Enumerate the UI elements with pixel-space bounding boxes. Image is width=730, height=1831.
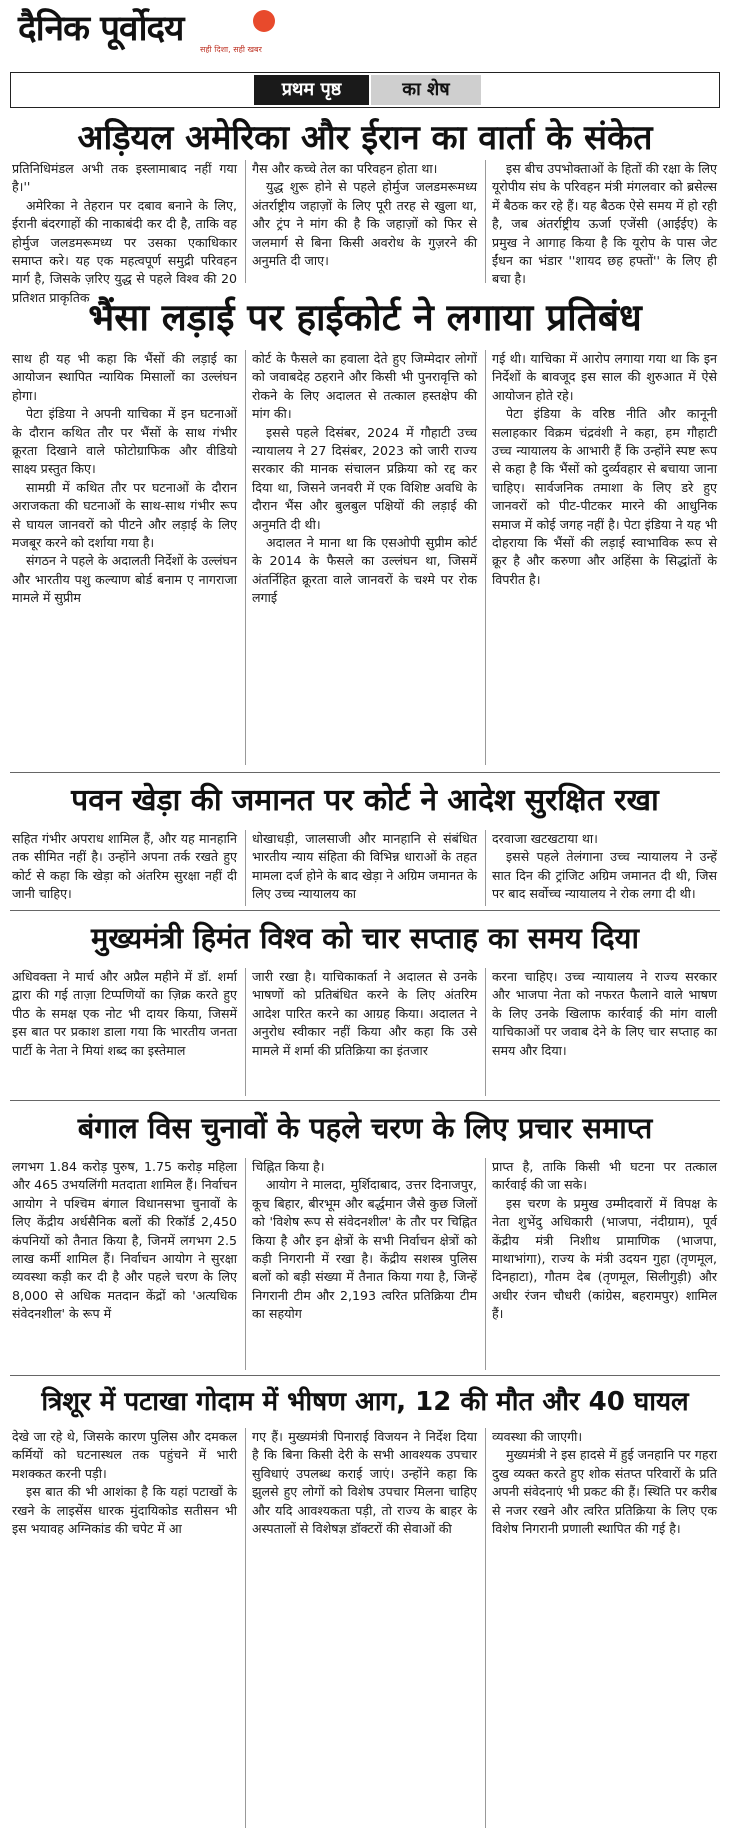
section-suffix: का शेष (371, 75, 481, 105)
headline-1: अड़ियल अमेरिका और ईरान का वार्ता के संकेत (77, 118, 653, 158)
paragraph: देखे जा रहे थे, जिसके कारण पुलिस और दमकल कर्मियों को घटनास्थल तक पहुंचने में भारी मशक्कत करनी पड़ी। (12, 1429, 237, 1481)
paragraph: अधिवक्ता ने मार्च और अप्रैल महीने में डॉ. शर्मा द्वारा की गई ताज़ा टिप्पणियों का ज़िक्र करते हुए पीठ के समक्ष एक नोट भी दायर किया, जिसमें इस बात पर प्रकाश डाला गया कि भारतीय जनता पार्टी के नेता ने मियां शब्द का इस्तेमाल (12, 969, 237, 1058)
article-1-col-2 (252, 160, 477, 283)
column-rule (245, 830, 246, 906)
article-divider (10, 1375, 720, 1376)
paragraph: व्यवस्था की जाएगी। (492, 1429, 583, 1444)
column-rule (245, 968, 246, 1096)
article-3-col-2 (252, 830, 477, 906)
column-rule (485, 350, 486, 765)
article-4-col-1 (12, 968, 237, 1096)
article-5-col-2 (252, 1158, 477, 1370)
paragraph: पेटा इंडिया ने अपनी याचिका में इन घटनाओं के दौरान कथित तौर पर भैंसों के साथ गंभीर क्रूरता दिखाने वाले फोटोग्राफिक और वीडियो साक्ष्य प्रस्तुत किए। (12, 406, 237, 477)
article-3-col-1 (12, 830, 237, 906)
article-4-col-3 (492, 968, 717, 1096)
article-5-col-3 (492, 1158, 717, 1370)
paragraph: अमेरिका ने तेहरान पर दबाव बनाने के लिए, ईरानी बंदरगाहों की नाकाबंदी कर दी है, ताकि वह होर्मुज जलडमरूमध्य पर उसका एकाधिकार समाप्त करे। यह एक महत्वपूर्ण समुद्री परिवहन मार्ग है, जिसके ज़रिए युद्ध से पहले विश्व की 20 प्रतिशत प्राकृतिक (12, 197, 237, 305)
column-rule (485, 830, 486, 906)
article-divider (10, 772, 720, 773)
paper-name: दैनिक पूर्वोदय (18, 9, 184, 49)
column-rule (245, 1158, 246, 1370)
paragraph: गई थी। याचिका में आरोप लगाया गया था कि इन निर्देशों के बावजूद इस साल की शुरुआत में ऐसे आयोजन होते रहे। (492, 351, 717, 403)
column-rule (245, 160, 246, 283)
paragraph: आयोग ने मालदा, मुर्शिदाबाद, उत्तर दिनाजपुर, कूच बिहार, बीरभूम और बर्द्धमान जैसे कुछ जिलों को 'विशेष रूप से संवेदनशील' के तौर पर चिह्नित किया है और इन क्षेत्रों के सभी निर्वाचन क्षेत्रों को कड़ी निगरानी में रखा है। केंद्रीय सशस्त्र पुलिस बलों को बड़ी संख्या में तैनात किया गया है, जिन्हें निगरानी टीम और 2,193 त्वरित प्रतिक्रिया टीम का सहयोग (252, 1177, 477, 1322)
headline-2: भैंसा लड़ाई पर हाईकोर्ट ने लगाया प्रतिबंध (88, 296, 642, 339)
paragraph: मुख्यमंत्री ने इस हादसे में हुई जनहानि पर गहरा दुख व्यक्त करते हुए शोक संतप्त परिवारों के प्रति अपनी संवेदनाएं भी प्रकट की हैं। स्थिति पर करीब से नजर रखने और त्वरित प्रतिक्रिया के लिए एक विशेष निगरानी प्रणाली स्थापित की गई है। (492, 1447, 717, 1537)
paragraph: चिह्नित किया है। (252, 1159, 325, 1174)
column-rule (245, 350, 246, 765)
article-1-col-3 (492, 160, 717, 287)
paragraph: इस चरण के प्रमुख उम्मीदवारों में विपक्ष के नेता शुभेंदु अधिकारी (भाजपा, नंदीग्राम), पूर्व केंद्रीय मंत्री निशीथ प्रामाणिक (भाजपा, माथाभांगा), राज्य के मंत्री उदयन गुहा (तृणमूल, दिनहाटा), गौतम देब (तृणमूल, सिलीगुड़ी) और अधीर रंजन चौधरी (कांग्रेस, बहरामपुर) शामिल हैं। (492, 1195, 717, 1322)
article-6-col-2 (252, 1428, 477, 1828)
article-2-col-1 (12, 350, 237, 765)
column-rule (245, 1428, 246, 1828)
column-rule (485, 968, 486, 1096)
paragraph: इससे पहले दिसंबर, 2024 में गौहाटी उच्च न्यायालय ने 27 दिसंबर, 2023 को जारी राज्य सरकार की मानक संचालन प्रक्रिया को रद्द कर दिया था, जिसने जनवरी में एक विशिष्ट अवधि के दौरान भैंस और बुलबुल पक्षियों की लड़ाई की अनुमति दी थी। (252, 424, 477, 532)
paragraph: जारी रखा है। याचिकाकर्ता ने अदालत से उनके भाषणों को प्रतिबंधित करने के लिए अंतरिम आदेश पारित करने का आग्रह किया। अदालत ने अनुरोध स्वीकार नहीं किया और कहा कि उसे मामले में शर्मा की प्रतिक्रिया का इंतजार (252, 969, 477, 1058)
paragraph: संगठन ने पहले के अदालती निर्देशों के उल्लंघन और भारतीय पशु कल्याण बोर्ड बनाम ए नागराजा मामले में सुप्रीम (12, 553, 237, 606)
paragraph: प्रतिनिधिमंडल अभी तक इस्लामाबाद नहीं गया है।'' (12, 161, 237, 195)
paper-tagline: सही दिशा, सही खबर (200, 45, 262, 54)
column-rule (485, 1158, 486, 1370)
article-divider (10, 910, 720, 911)
paragraph: गए हैं। मुख्यमंत्री पिनाराई विजयन ने निर्देश दिया है कि बिना किसी देरी के सभी आवश्यक उपचार सुविधाएं उपलब्ध कराई जाएं। उन्होंने कहा कि झुलसे हुए लोगों को विशेष उपचार मिलना चाहिए और यदि आवश्यकता पड़ी, तो राज्य के बाहर के अस्पतालों से विशेषज्ञ डॉक्टरों की सेवाओं की (252, 1429, 477, 1537)
article-divider (10, 1100, 720, 1101)
sun-logo-icon (253, 10, 275, 32)
paragraph: साथ ही यह भी कहा कि भैंसों की लड़ाई का आयोजन स्थापित न्यायिक मिसालों का उल्लंघन होगा। (12, 351, 237, 403)
article-2-col-3 (492, 350, 717, 765)
paragraph: युद्ध शुरू होने से पहले होर्मुज जलडमरूमध्य अंतर्राष्ट्रीय जहाज़ों के लिए पूरी तरह से खुला था, और ट्रंप ने मांग की है कि जहाज़ों को फिर से जलमार्ग से बिना किसी अवरोध के गुज़रने की अनुमति दी जाए। (252, 179, 477, 269)
paragraph: गैस और कच्चे तेल का परिवहन होता था। (252, 161, 438, 176)
article-3-col-3 (492, 830, 717, 906)
headline-6: त्रिशूर में पटाखा गोदाम में भीषण आग, 12 की मौत और 40 घायल (41, 1387, 689, 1417)
paragraph: पेटा इंडिया के वरिष्ठ नीति और कानूनी सलाहकार विक्रम चंद्रवंशी ने कहा, हम गौहाटी उच्च न्यायालय के आभारी हैं कि उन्होंने स्पष्ट रूप से कहा है कि भैंसों को दुर्व्यवहार से बचाया जाना चाहिए। सार्वजनिक तमाशा के लिए डरे हुए जानवरों को पीट-पीटकर मारने की आधुनिक समाज में कोई जगह नहीं है। पेटा इंडिया ने यह भी दोहराया कि भैंसों की लड़ाई स्वाभाविक रूप से क्रूर है और करुणा और अहिंसा के सिद्धांतों के विपरीत है। (492, 406, 717, 587)
paragraph: लगभग 1.84 करोड़ पुरुष, 1.75 करोड़ महिला और 465 उभयलिंगी मतदाता शामिल हैं। निर्वाचन आयोग ने पश्चिम बंगाल विधानसभा चुनावों के लिए केंद्रीय अर्धसैनिक बलों की रिकॉर्ड 2,450 कंपनियों को तैनात किया है, जिनमें लगभग 2.5 लाख कर्मी शामिल हैं। निर्वाचन आयोग ने सुरक्षा व्यवस्था कड़ी कर दी है और पहले चरण के लिए 8,000 से अधिक मतदान केंद्रों को 'अत्यधिक संवेदनशील' के रूप में (12, 1159, 237, 1322)
column-rule (485, 1428, 486, 1828)
paragraph: इस बात की भी आशंका है कि यहां पटाखों के रखने के लाइसेंस धारक मुंदायिकोड सतीसन भी इस भयावह अग्निकांड की चपेट में आ (12, 1484, 237, 1537)
paragraph: धोखाधड़ी, जालसाजी और मानहानि से संबंधित भारतीय न्याय संहिता की विभिन्न धाराओं के तहत मामला दर्ज होने के बाद खेड़ा ने अग्रिम जमानत के लिए उच्च न्यायालय का (252, 831, 477, 902)
column-rule (485, 160, 486, 283)
paragraph: प्राप्त है, ताकि किसी भी घटना पर तत्काल कार्रवाई की जा सके। (492, 1159, 717, 1193)
section-label: प्रथम पृष्ठ (254, 75, 369, 105)
article-6-col-3 (492, 1428, 717, 1828)
article-5-col-1 (12, 1158, 237, 1370)
article-6-col-1 (12, 1428, 237, 1828)
article-4-col-2 (252, 968, 477, 1096)
paragraph: कोर्ट के फैसले का हवाला देते हुए जिम्मेदार लोगों को जवाबदेह ठहराने और किसी भी पुनरावृत्ति को रोकने के लिए अदालत से तत्काल हस्तक्षेप की मांग की। (252, 351, 477, 422)
paragraph: दरवाजा खटखटाया था। (492, 831, 598, 846)
paragraph: सहित गंभीर अपराध शामिल हैं, और यह मानहानि तक सीमित नहीं है। उन्होंने अपना तर्क रखते हुए कोर्ट से कहा कि खेड़ा को अंतरिम सुरक्षा नहीं दी जानी चाहिए। (12, 831, 237, 902)
article-2-col-2 (252, 350, 477, 765)
masthead (0, 0, 730, 62)
headline-5: बंगाल विस चुनावों के पहले चरण के लिए प्रचार समाप्त (77, 1111, 653, 1145)
paragraph: इस बीच उपभोक्ताओं के हितों की रक्षा के लिए यूरोपीय संघ के परिवहन मंत्री मंगलवार को ब्रसेल्स में बैठक कर रहे हैं। यह बैठक ऐसे समय में हो रही है, जब अंतर्राष्ट्रीय ऊर्जा एजेंसी (आईईए) के प्रमुख ने आगाह किया है कि यूरोप के पास जेट ईंधन का भंडार ''शायद छह हफ्तों'' के लिए ही बचा है। (492, 161, 717, 287)
headline-3: पवन खेड़ा की जमानत पर कोर्ट ने आदेश सुरक्षित रखा (71, 783, 659, 818)
paragraph: अदालत ने माना था कि एसओपी सुप्रीम कोर्ट के 2014 के फैसले का उल्लंघन था, जिसमें अंतर्निहित क्रूरता वाले जानवरों के चश्मे पर रोक लगाई (252, 535, 477, 606)
headline-4: मुख्यमंत्री हिमंत विश्व को चार सप्ताह का समय दिया (91, 921, 639, 955)
article-1-col-1 (12, 160, 237, 305)
section-bar (10, 72, 720, 108)
paragraph: सामग्री में कथित तौर पर घटनाओं के दौरान अराजकता की घटनाओं के साथ-साथ गंभीर रूप से घायल जानवरों को पीटने और लड़ाई के लिए मजबूर करने को दर्शाया गया है। (12, 479, 237, 551)
paragraph: करना चाहिए। उच्च न्यायालय ने राज्य सरकार और भाजपा नेता को नफरत फैलाने वाले भाषण के लिए उनके खिलाफ कार्रवाई की मांग वाली याचिकाओं पर जवाब देने के लिए चार सप्ताह का समय और दिया। (492, 969, 717, 1058)
paragraph: इससे पहले तेलंगाना उच्च न्यायालय ने उन्हें सात दिन की ट्रांजिट अग्रिम जमानत दी थी, जिस पर बाद सर्वोच्च न्यायालय ने रोक लगा दी थी। (492, 849, 717, 902)
